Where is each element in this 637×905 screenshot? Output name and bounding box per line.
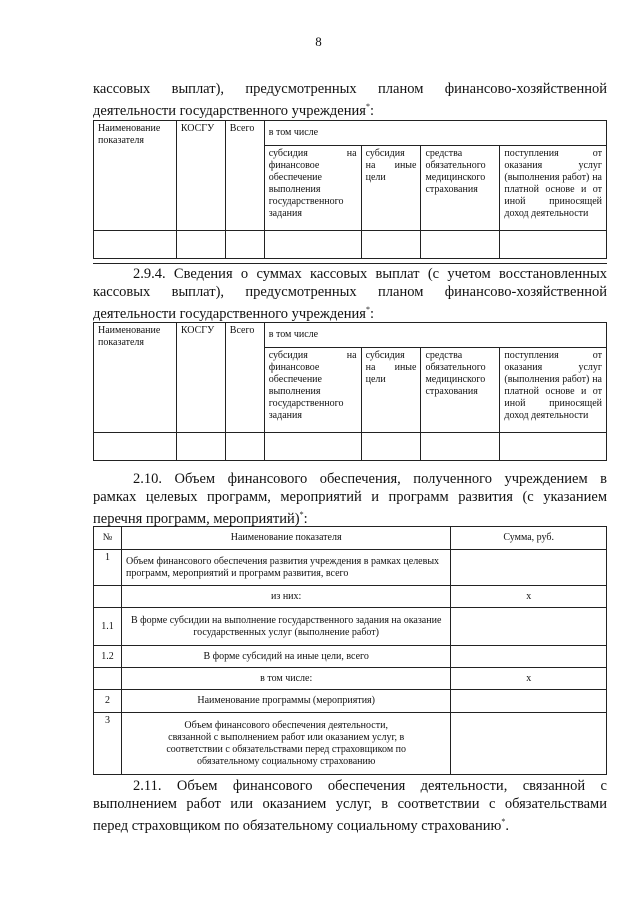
table-cell bbox=[225, 433, 264, 461]
table-row bbox=[94, 550, 607, 586]
section-2-11-line-1: 2.11. Объем финансового обеспечения деятельности, связанной с bbox=[133, 778, 607, 794]
section-2-11-line-3-text: перед страховщиком по обязательному социальному страхованию bbox=[93, 817, 502, 834]
row-sum bbox=[451, 608, 607, 646]
col-header-kosgu: КОСГУ bbox=[176, 121, 225, 231]
col-header-total: Всего bbox=[225, 323, 264, 433]
table-cell bbox=[94, 433, 177, 461]
section-2-9-4-line-3-text: деятельности государственного учреждения bbox=[93, 305, 366, 322]
table-cell bbox=[225, 231, 264, 259]
table-row bbox=[94, 586, 607, 608]
col-header-including: в том числе bbox=[264, 121, 606, 146]
sub-header-subsidy-task: субсидия на финансовое обеспечение выполнения государственного задания bbox=[264, 348, 361, 433]
sub-header-subsidy-other: субсидия на иные цели bbox=[361, 348, 421, 433]
row-sum bbox=[451, 713, 607, 775]
row-name: В форме субсидий на иные цели, всего bbox=[121, 646, 450, 668]
section-2-11-line-3 bbox=[93, 813, 607, 835]
table-row bbox=[94, 646, 607, 668]
footnote-mark: * bbox=[365, 305, 370, 314]
section-2-9-4-line-2: кассовых выплат), предусмотренных планом финансово-хозяйственной bbox=[93, 284, 607, 300]
row-name: в том числе: bbox=[121, 668, 450, 690]
table-cell bbox=[176, 433, 225, 461]
programs-table bbox=[93, 526, 607, 775]
table-cell bbox=[500, 433, 607, 461]
row-name: Объем финансового обеспечения развития учреждения в рамках целевых программ, мероприятий и программ развития, всего bbox=[121, 550, 450, 586]
col-header-including: в том числе bbox=[264, 323, 606, 348]
sub-header-subsidy-other: субсидия на иные цели bbox=[361, 146, 421, 231]
section-2-11-paragraph bbox=[93, 777, 607, 835]
table-row bbox=[94, 668, 607, 690]
section-2-9-4-line-1: 2.9.4. Сведения о суммах кассовых выплат (с учетом восстановленных bbox=[133, 266, 607, 282]
row-number bbox=[94, 668, 122, 690]
footnote-mark: * bbox=[299, 510, 304, 519]
row-sum: x bbox=[451, 668, 607, 690]
intro-paragraph bbox=[93, 80, 607, 120]
section-2-10-line-2: рамках целевых программ, мероприятий и программ развития (с указанием bbox=[93, 489, 607, 505]
table-cell bbox=[176, 231, 225, 259]
table-cell bbox=[421, 433, 500, 461]
col-header-total: Всего bbox=[225, 121, 264, 231]
col-header-name: Наименование показателя bbox=[94, 323, 177, 433]
payments-table-2 bbox=[93, 322, 607, 461]
intro-line-2-text: деятельности государственного учреждения bbox=[93, 102, 366, 119]
row-number: 1.1 bbox=[94, 608, 122, 646]
section-2-9-4-colon: : bbox=[369, 305, 374, 322]
row-name: Объем финансового обеспечения деятельности, связанной с выполнением работ или оказанием услуг, в соответствии с обязательствами перед страховщиком по обязательному социальному страхованию bbox=[121, 713, 450, 775]
table-cell bbox=[264, 231, 361, 259]
table-row bbox=[94, 690, 607, 713]
section-2-10-colon: : bbox=[303, 510, 308, 527]
section-2-11-period: . bbox=[505, 817, 509, 834]
row-name: из них: bbox=[121, 586, 450, 608]
sub-header-income: поступления от оказания услуг (выполнения работ) на платной основе и от иной приносящей доход деятельности bbox=[500, 146, 607, 231]
row-number bbox=[94, 586, 122, 608]
section-2-11-line-2: выполнением работ или оказанием услуг, в соответствии с обязательствами bbox=[93, 796, 607, 812]
intro-line-1: кассовых выплат), предусмотренных планом финансово-хозяйственной bbox=[93, 81, 607, 97]
section-2-9-4-line-3 bbox=[93, 301, 607, 323]
footnote-mark: * bbox=[365, 102, 370, 111]
table-cell bbox=[500, 231, 607, 259]
table-cell bbox=[361, 231, 421, 259]
section-2-10-line-3 bbox=[93, 506, 607, 528]
row-number: 2 bbox=[94, 690, 122, 713]
payments-table-1 bbox=[93, 120, 607, 259]
col-header-name: Наименование показателя bbox=[121, 527, 450, 550]
section-2-10-line-1: 2.10. Объем финансового обеспечения, полученного учреждением в bbox=[133, 471, 607, 487]
row-sum bbox=[451, 550, 607, 586]
col-header-name: Наименование показателя bbox=[94, 121, 177, 231]
col-header-no: № bbox=[94, 527, 122, 550]
table-cell bbox=[361, 433, 421, 461]
intro-line-2 bbox=[93, 98, 607, 120]
row-number: 1.2 bbox=[94, 646, 122, 668]
sub-header-income: поступления от оказания услуг (выполнения работ) на платной основе и от иной приносящей доход деятельности bbox=[500, 348, 607, 433]
col-header-sum: Сумма, руб. bbox=[451, 527, 607, 550]
table-row bbox=[94, 608, 607, 646]
section-2-10-line-3-text: перечня программ, мероприятий) bbox=[93, 510, 300, 527]
section-2-10-paragraph bbox=[93, 470, 607, 528]
intro-colon: : bbox=[369, 102, 374, 119]
row-name: Наименование программы (мероприятия) bbox=[121, 690, 450, 713]
table-cell bbox=[264, 433, 361, 461]
footnote-mark: * bbox=[501, 817, 506, 826]
section-divider bbox=[93, 263, 607, 264]
row-sum bbox=[451, 646, 607, 668]
table-cell bbox=[421, 231, 500, 259]
section-2-9-4-paragraph bbox=[93, 265, 607, 323]
col-header-kosgu: КОСГУ bbox=[176, 323, 225, 433]
page-number: 8 bbox=[315, 34, 322, 49]
sub-header-oms: средства обязательного медицинского страхования bbox=[421, 348, 500, 433]
row-name: В форме субсидии на выполнение государственного задания на оказание государственных услуг (выполнение работ) bbox=[121, 608, 450, 646]
row-sum: x bbox=[451, 586, 607, 608]
row-sum bbox=[451, 690, 607, 713]
sub-header-subsidy-task: субсидия на финансовое обеспечение выполнения государственного задания bbox=[264, 146, 361, 231]
sub-header-oms: средства обязательного медицинского страхования bbox=[421, 146, 500, 231]
row-number: 3 bbox=[94, 713, 122, 775]
row-number: 1 bbox=[94, 550, 122, 586]
table-row bbox=[94, 713, 607, 775]
table-cell bbox=[94, 231, 177, 259]
